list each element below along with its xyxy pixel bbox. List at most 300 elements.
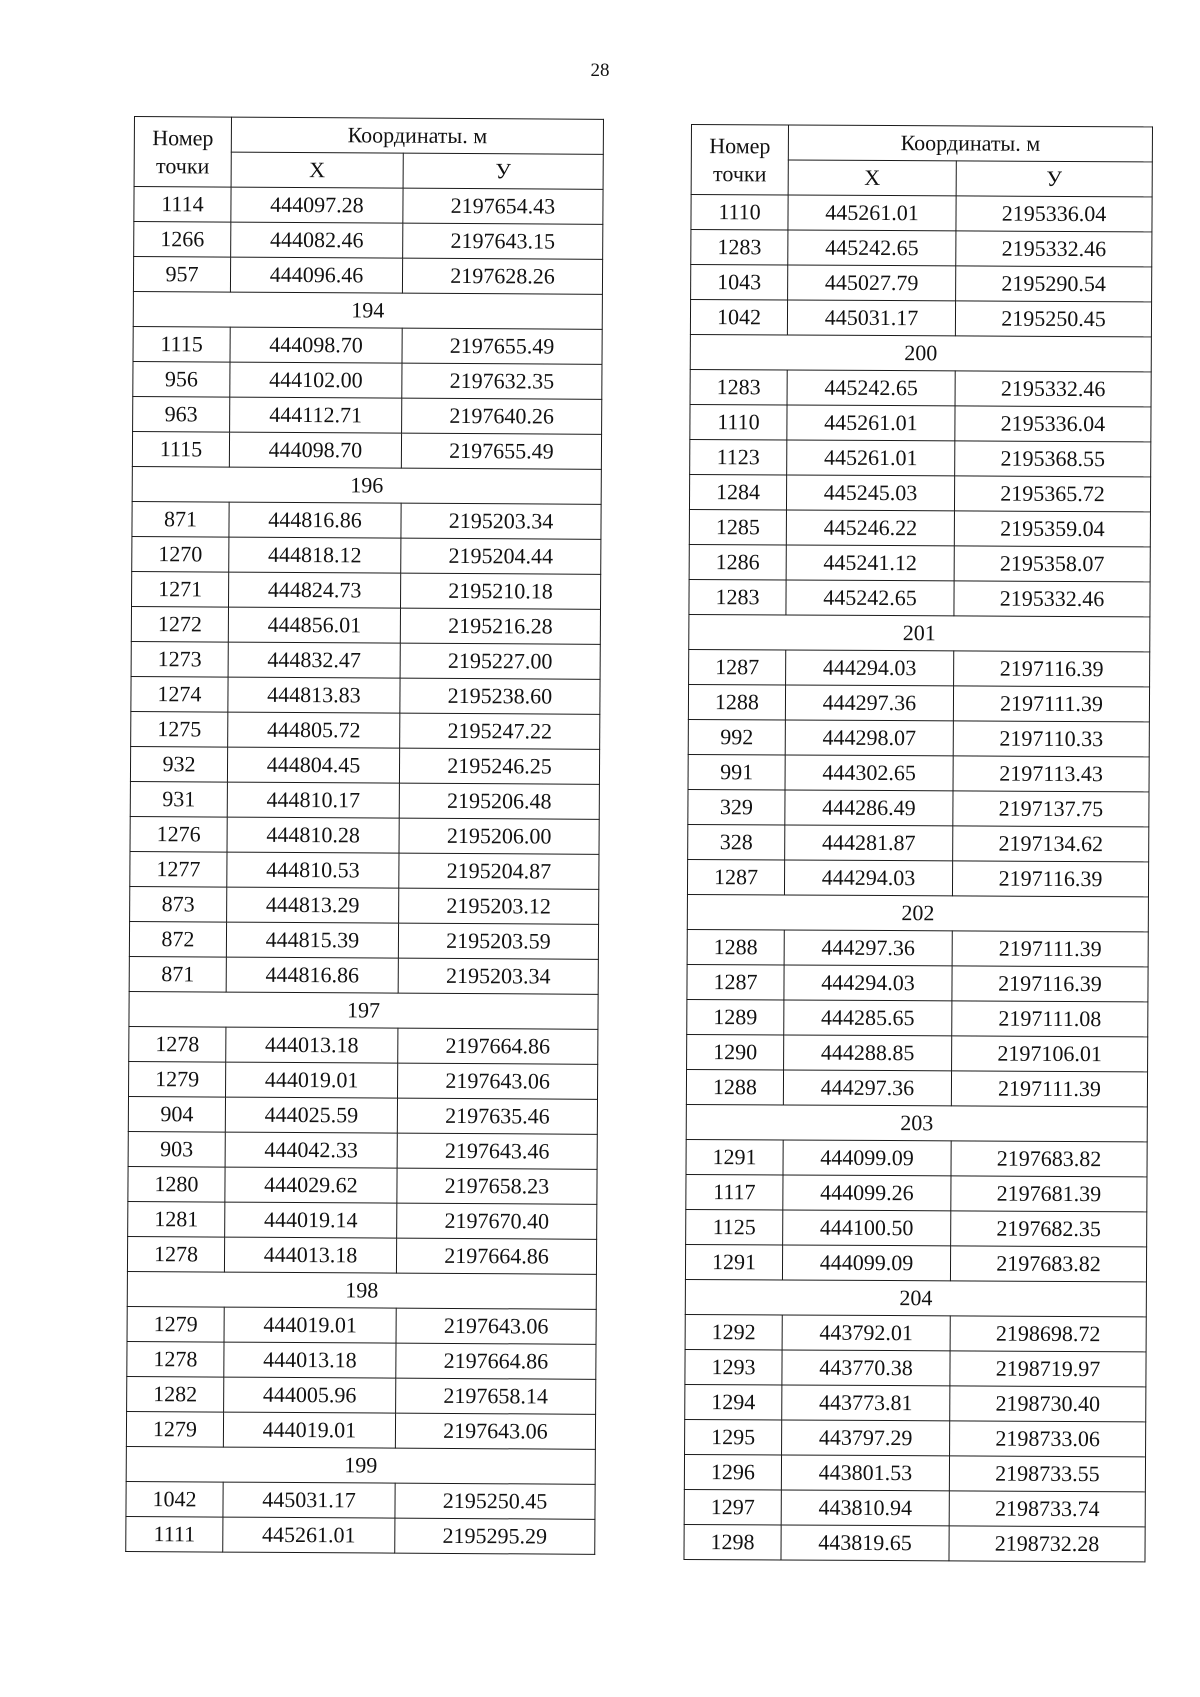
table-row xyxy=(127,1236,596,1274)
table-row xyxy=(128,1201,597,1239)
table-row xyxy=(687,1034,1148,1071)
table-row xyxy=(127,1376,596,1414)
point-number-cell: 1295 xyxy=(685,1419,782,1455)
x-coordinate-cell: 444099.09 xyxy=(783,1140,951,1176)
table-row xyxy=(688,789,1149,826)
x-coordinate-cell: 443797.29 xyxy=(782,1420,950,1456)
x-coordinate-cell: 445261.01 xyxy=(223,1517,395,1553)
table-body-right xyxy=(684,195,1152,1562)
point-number-cell: 1043 xyxy=(691,265,788,301)
x-coordinate-cell: 444099.09 xyxy=(782,1245,950,1281)
point-number-cell: 1283 xyxy=(691,230,788,266)
y-coordinate-cell: 2195247.22 xyxy=(400,713,600,749)
x-coordinate-cell: 444019.01 xyxy=(226,1062,398,1098)
point-number-cell: 329 xyxy=(688,789,785,825)
x-coordinate-cell: 444098.70 xyxy=(229,432,401,468)
y-coordinate-cell: 2197643.06 xyxy=(398,1063,598,1099)
y-coordinate-cell: 2197670.40 xyxy=(397,1203,597,1239)
y-coordinate-cell: 2195250.45 xyxy=(955,301,1151,337)
y-coordinate-cell: 2198733.55 xyxy=(949,1456,1145,1492)
coordinates-table-right xyxy=(683,124,1153,1562)
point-number-cell: 1115 xyxy=(133,326,230,362)
table-row xyxy=(686,1209,1147,1246)
y-coordinate-cell: 2195206.48 xyxy=(399,783,599,819)
y-coordinate-cell: 2198698.72 xyxy=(950,1316,1146,1352)
point-number-cell: 1114 xyxy=(134,187,231,223)
point-number-cell: 1115 xyxy=(132,431,229,467)
y-coordinate-cell: 2197116.39 xyxy=(952,861,1148,897)
x-coordinate-cell: 444810.53 xyxy=(227,852,399,888)
x-coordinate-cell: 445027.79 xyxy=(788,265,956,301)
table-row xyxy=(684,1524,1145,1561)
y-coordinate-cell: 2197643.15 xyxy=(403,223,603,259)
y-coordinate-cell: 2197654.43 xyxy=(403,188,603,224)
table-row xyxy=(688,754,1149,791)
x-coordinate-cell: 444816.86 xyxy=(229,502,401,538)
table-row xyxy=(126,1481,595,1519)
point-number-cell: 1110 xyxy=(690,404,787,440)
y-coordinate-cell: 2195250.45 xyxy=(395,1483,595,1519)
group-row xyxy=(132,466,601,504)
point-number-cell: 1294 xyxy=(685,1384,782,1420)
group-number: 198 xyxy=(127,1271,596,1309)
point-number-cell: 1286 xyxy=(689,544,786,580)
x-coordinate-cell: 444815.39 xyxy=(226,922,398,958)
x-coordinate-cell: 444810.28 xyxy=(227,817,399,853)
group-row xyxy=(687,894,1148,931)
table-row xyxy=(132,536,601,574)
point-number-cell: 956 xyxy=(133,361,230,397)
x-coordinate-cell: 444098.70 xyxy=(230,327,402,363)
y-coordinate-cell: 2195203.34 xyxy=(398,958,598,994)
x-coordinate-cell: 445242.65 xyxy=(787,370,955,406)
table-row xyxy=(128,1096,597,1134)
x-coordinate-cell: 444805.72 xyxy=(228,712,400,748)
table-row xyxy=(691,195,1152,232)
x-coordinate-cell: 444302.65 xyxy=(785,755,953,791)
point-number-header: Номер точки xyxy=(691,125,788,196)
y-coordinate-cell: 2195246.25 xyxy=(399,748,599,784)
x-coordinate-cell: 444824.73 xyxy=(229,572,401,608)
table-row xyxy=(128,1131,597,1169)
y-coordinate-cell: 2197635.46 xyxy=(397,1098,597,1134)
group-row xyxy=(133,291,602,329)
table-row xyxy=(131,676,600,714)
x-coordinate-cell: 443770.38 xyxy=(782,1350,950,1386)
table-row xyxy=(131,641,600,679)
y-coordinate-cell: 2197681.39 xyxy=(951,1176,1147,1212)
y-coordinate-cell: 2197111.39 xyxy=(953,686,1149,722)
point-number-cell: 1291 xyxy=(686,1139,783,1175)
x-coordinate-cell: 444025.59 xyxy=(225,1097,397,1133)
point-number-cell: 1117 xyxy=(686,1174,783,1210)
table-row xyxy=(686,1069,1147,1106)
y-coordinate-cell: 2197116.39 xyxy=(952,966,1148,1002)
point-number-cell: 1275 xyxy=(131,711,228,747)
point-number-cell: 1042 xyxy=(126,1481,223,1517)
x-coordinate-cell: 445245.03 xyxy=(786,475,954,511)
group-row xyxy=(685,1279,1146,1316)
y-coordinate-cell: 2197643.46 xyxy=(397,1133,597,1169)
x-coordinate-cell: 444813.29 xyxy=(227,887,399,923)
point-number-cell: 1296 xyxy=(684,1454,781,1490)
x-header: Х xyxy=(231,152,403,188)
table-row xyxy=(687,859,1148,896)
point-number-cell: 1278 xyxy=(127,1341,224,1377)
point-number-cell: 1276 xyxy=(130,816,227,852)
y-coordinate-cell: 2197134.62 xyxy=(953,826,1149,862)
y-coordinate-cell: 2197106.01 xyxy=(952,1036,1148,1072)
point-number-cell: 1274 xyxy=(131,676,228,712)
group-number: 204 xyxy=(685,1279,1146,1316)
x-coordinate-cell: 444813.83 xyxy=(228,677,400,713)
x-coordinate-cell: 444856.01 xyxy=(228,607,400,643)
point-number-cell: 1278 xyxy=(129,1026,226,1062)
point-number-cell: 1278 xyxy=(127,1236,224,1272)
x-coordinate-cell: 445246.22 xyxy=(786,510,954,546)
y-coordinate-cell: 2195227.00 xyxy=(400,643,600,679)
page-number: 28 xyxy=(590,60,610,81)
point-number-cell: 1273 xyxy=(131,641,228,677)
point-number-cell: 1111 xyxy=(126,1516,223,1552)
x-coordinate-cell: 444029.62 xyxy=(225,1167,397,1203)
table-row xyxy=(130,851,599,889)
x-coordinate-cell: 445261.01 xyxy=(788,195,956,231)
table-row xyxy=(690,439,1151,476)
point-number-cell: 903 xyxy=(128,1131,225,1167)
table-row xyxy=(133,257,602,295)
table-row xyxy=(130,886,599,924)
x-coordinate-cell: 443819.65 xyxy=(781,1525,949,1561)
table-row xyxy=(684,1489,1145,1526)
point-number-cell: 1289 xyxy=(687,999,784,1035)
x-coordinate-cell: 445261.01 xyxy=(787,405,955,441)
point-number-cell: 1287 xyxy=(687,964,784,1000)
table-row xyxy=(690,369,1151,406)
y-coordinate-cell: 2197113.43 xyxy=(953,756,1149,792)
table-row xyxy=(128,1166,597,1204)
point-number-cell: 957 xyxy=(133,257,230,293)
point-number-cell: 904 xyxy=(128,1096,225,1132)
table-row xyxy=(127,1341,596,1379)
point-number-cell: 1291 xyxy=(685,1244,782,1280)
y-coordinate-cell: 2197655.49 xyxy=(402,328,602,364)
group-row xyxy=(686,1104,1147,1141)
group-number: 194 xyxy=(133,291,602,329)
table-row xyxy=(133,361,602,399)
y-coordinate-cell: 2197137.75 xyxy=(953,791,1149,827)
x-coordinate-cell: 444099.26 xyxy=(783,1175,951,1211)
table-row xyxy=(691,230,1152,267)
group-number: 200 xyxy=(690,334,1151,371)
x-coordinate-cell: 444804.45 xyxy=(227,747,399,783)
table-row xyxy=(689,544,1150,581)
y-coordinate-cell: 2197110.33 xyxy=(953,721,1149,757)
y-coordinate-cell: 2197632.35 xyxy=(402,363,602,399)
y-coordinate-cell: 2195204.44 xyxy=(401,538,601,574)
point-number-cell: 1287 xyxy=(687,859,784,895)
table-body-left xyxy=(126,187,603,1555)
point-number-cell: 1288 xyxy=(688,684,785,720)
y-coordinate-cell: 2195358.07 xyxy=(954,546,1150,582)
point-number-cell: 1110 xyxy=(691,195,788,231)
table-row xyxy=(687,929,1148,966)
point-number-cell: 873 xyxy=(130,886,227,922)
point-number-cell: 1298 xyxy=(684,1524,781,1560)
point-number-cell: 1285 xyxy=(689,509,786,545)
point-number-cell: 1288 xyxy=(686,1069,783,1105)
y-coordinate-cell: 2197658.14 xyxy=(396,1378,596,1414)
table-row xyxy=(685,1244,1146,1281)
table-row xyxy=(126,1411,595,1449)
x-coordinate-cell: 444816.86 xyxy=(226,957,398,993)
x-coordinate-cell: 444294.03 xyxy=(784,860,952,896)
x-coordinate-cell: 444019.01 xyxy=(223,1412,395,1448)
x-coordinate-cell: 444294.03 xyxy=(786,650,954,686)
y-coordinate-cell: 2195203.59 xyxy=(398,923,598,959)
point-number-cell: 1123 xyxy=(690,439,787,475)
x-coordinate-cell: 444102.00 xyxy=(230,362,402,398)
table-row xyxy=(690,404,1151,441)
y-coordinate-cell: 2195204.87 xyxy=(399,853,599,889)
group-number: 201 xyxy=(689,614,1150,651)
table-row xyxy=(688,824,1149,861)
table-row xyxy=(686,1139,1147,1176)
x-coordinate-cell: 444810.17 xyxy=(227,782,399,818)
group-row xyxy=(690,334,1151,371)
y-coordinate-cell: 2195359.04 xyxy=(954,511,1150,547)
y-coordinate-cell: 2195295.29 xyxy=(395,1518,595,1554)
x-coordinate-cell: 444097.28 xyxy=(231,187,403,223)
table-row xyxy=(130,781,599,819)
point-number-cell: 992 xyxy=(688,719,785,755)
x-coordinate-cell: 444112.71 xyxy=(230,397,402,433)
y-coordinate-cell: 2198733.74 xyxy=(949,1491,1145,1527)
y-header: У xyxy=(403,153,603,189)
group-number: 197 xyxy=(129,991,598,1029)
coordinates-header: Координаты. м xyxy=(231,117,603,154)
table-row xyxy=(689,474,1150,511)
point-number-cell: 1288 xyxy=(687,929,784,965)
y-coordinate-cell: 2195336.04 xyxy=(956,196,1152,232)
point-number-cell: 1287 xyxy=(689,649,786,685)
x-coordinate-cell: 444100.50 xyxy=(783,1210,951,1246)
table-row xyxy=(689,509,1150,546)
table-row xyxy=(134,222,603,260)
group-row xyxy=(126,1446,595,1484)
x-coordinate-cell: 444082.46 xyxy=(231,222,403,258)
y-coordinate-cell: 2195290.54 xyxy=(956,266,1152,302)
y-coordinate-cell: 2195332.46 xyxy=(956,231,1152,267)
y-coordinate-cell: 2197111.39 xyxy=(951,1071,1147,1107)
x-coordinate-cell: 444013.18 xyxy=(224,1237,396,1273)
table-row xyxy=(131,711,600,749)
table-row xyxy=(132,501,601,539)
point-number-cell: 1280 xyxy=(128,1166,225,1202)
y-coordinate-cell: 2197111.39 xyxy=(952,931,1148,967)
x-coordinate-cell: 444013.18 xyxy=(226,1027,398,1063)
x-coordinate-cell: 445242.65 xyxy=(788,230,956,266)
table-row xyxy=(133,396,602,434)
point-number-cell: 1297 xyxy=(684,1489,781,1525)
point-number-cell: 1279 xyxy=(127,1306,224,1342)
table-row xyxy=(685,1419,1146,1456)
y-coordinate-cell: 2197683.82 xyxy=(951,1141,1147,1177)
coordinates-header: Координаты. м xyxy=(788,125,1152,162)
point-number-cell: 1270 xyxy=(132,536,229,572)
point-number-cell: 931 xyxy=(130,781,227,817)
point-number-cell: 1271 xyxy=(132,571,229,607)
table-row xyxy=(688,719,1149,756)
point-number-cell: 1290 xyxy=(687,1034,784,1070)
table-row xyxy=(129,1026,598,1064)
point-number-cell: 1125 xyxy=(686,1209,783,1245)
point-number-cell: 871 xyxy=(129,956,226,992)
y-coordinate-cell: 2197643.06 xyxy=(395,1413,595,1449)
x-coordinate-cell: 445242.65 xyxy=(786,580,954,616)
group-number: 196 xyxy=(132,466,601,504)
table-row xyxy=(131,606,600,644)
coordinates-table-left xyxy=(125,116,604,1555)
y-coordinate-cell: 2198732.28 xyxy=(949,1526,1145,1562)
y-coordinate-cell: 2197658.23 xyxy=(397,1168,597,1204)
point-number-header: Номер точки xyxy=(134,117,231,188)
table-row xyxy=(691,265,1152,302)
y-coordinate-cell: 2197643.06 xyxy=(396,1308,596,1344)
y-header: У xyxy=(956,161,1152,197)
point-number-cell: 963 xyxy=(133,396,230,432)
point-number-cell: 1042 xyxy=(690,300,787,336)
y-coordinate-cell: 2197664.86 xyxy=(396,1343,596,1379)
table-row xyxy=(688,684,1149,721)
point-number-cell: 871 xyxy=(132,501,229,537)
table-row xyxy=(687,999,1148,1036)
group-number: 199 xyxy=(126,1446,595,1484)
x-coordinate-cell: 443773.81 xyxy=(782,1385,950,1421)
y-coordinate-cell: 2195216.28 xyxy=(400,608,600,644)
x-coordinate-cell: 444298.07 xyxy=(785,720,953,756)
y-coordinate-cell: 2197640.26 xyxy=(402,398,602,434)
x-coordinate-cell: 444297.36 xyxy=(785,685,953,721)
table-row xyxy=(126,1516,595,1554)
x-coordinate-cell: 445031.17 xyxy=(223,1482,395,1518)
point-number-cell: 328 xyxy=(688,824,785,860)
x-coordinate-cell: 444281.87 xyxy=(785,825,953,861)
y-coordinate-cell: 2197116.39 xyxy=(954,651,1150,687)
point-number-cell: 1279 xyxy=(126,1411,223,1447)
x-coordinate-cell: 444294.03 xyxy=(784,965,952,1001)
x-coordinate-cell: 445261.01 xyxy=(787,440,955,476)
table-row xyxy=(687,964,1148,1001)
table-row xyxy=(130,746,599,784)
group-row xyxy=(689,614,1150,651)
y-coordinate-cell: 2195368.55 xyxy=(955,441,1151,477)
table-row xyxy=(686,1174,1147,1211)
x-coordinate-cell: 444019.14 xyxy=(225,1202,397,1238)
table-row xyxy=(132,571,601,609)
group-number: 203 xyxy=(686,1104,1147,1141)
point-number-cell: 1292 xyxy=(685,1314,782,1350)
x-coordinate-cell: 444005.96 xyxy=(224,1377,396,1413)
table-row xyxy=(685,1349,1146,1386)
x-coordinate-cell: 444096.46 xyxy=(230,257,402,293)
x-coordinate-cell: 444285.65 xyxy=(784,1000,952,1036)
table-row xyxy=(132,431,601,469)
y-coordinate-cell: 2197111.08 xyxy=(952,1001,1148,1037)
table-row xyxy=(134,187,603,225)
x-coordinate-cell: 444288.85 xyxy=(784,1035,952,1071)
x-coordinate-cell: 444297.36 xyxy=(783,1070,951,1106)
point-number-cell: 1272 xyxy=(131,606,228,642)
table-row xyxy=(689,649,1150,686)
x-coordinate-cell: 445031.17 xyxy=(787,300,955,336)
y-coordinate-cell: 2195238.60 xyxy=(400,678,600,714)
y-coordinate-cell: 2195332.46 xyxy=(955,371,1151,407)
y-coordinate-cell: 2195332.46 xyxy=(954,581,1150,617)
table-row xyxy=(130,816,599,854)
point-number-cell: 991 xyxy=(688,754,785,790)
group-number: 202 xyxy=(687,894,1148,931)
y-coordinate-cell: 2198719.97 xyxy=(950,1351,1146,1387)
y-coordinate-cell: 2197664.86 xyxy=(398,1028,598,1064)
x-coordinate-cell: 444042.33 xyxy=(225,1132,397,1168)
y-coordinate-cell: 2197682.35 xyxy=(951,1211,1147,1247)
x-coordinate-cell: 444019.01 xyxy=(224,1307,396,1343)
table-row xyxy=(129,921,598,959)
y-coordinate-cell: 2195210.18 xyxy=(400,573,600,609)
y-coordinate-cell: 2195203.12 xyxy=(399,888,599,924)
y-coordinate-cell: 2195203.34 xyxy=(401,503,601,539)
point-number-cell: 1282 xyxy=(127,1376,224,1412)
point-number-cell: 1281 xyxy=(128,1201,225,1237)
x-coordinate-cell: 445241.12 xyxy=(786,545,954,581)
y-coordinate-cell: 2198733.06 xyxy=(950,1421,1146,1457)
x-coordinate-cell: 444297.36 xyxy=(784,930,952,966)
table-row xyxy=(685,1384,1146,1421)
y-coordinate-cell: 2197683.82 xyxy=(950,1246,1146,1282)
point-number-cell: 1284 xyxy=(689,474,786,510)
x-coordinate-cell: 444013.18 xyxy=(224,1342,396,1378)
point-number-cell: 1277 xyxy=(130,851,227,887)
y-coordinate-cell: 2198730.40 xyxy=(950,1386,1146,1422)
y-coordinate-cell: 2195206.00 xyxy=(399,818,599,854)
group-row xyxy=(127,1271,596,1309)
y-coordinate-cell: 2197628.26 xyxy=(402,258,602,294)
point-number-cell: 1283 xyxy=(690,369,787,405)
table-row xyxy=(689,579,1150,616)
table-row xyxy=(129,956,598,994)
x-coordinate-cell: 444832.47 xyxy=(228,642,400,678)
point-number-cell: 932 xyxy=(130,746,227,782)
table-row xyxy=(133,326,602,364)
table-row xyxy=(690,300,1151,337)
point-number-cell: 1283 xyxy=(689,579,786,615)
y-coordinate-cell: 2195365.72 xyxy=(954,476,1150,512)
x-coordinate-cell: 444286.49 xyxy=(785,790,953,826)
table-row xyxy=(684,1454,1145,1491)
x-coordinate-cell: 444818.12 xyxy=(229,537,401,573)
y-coordinate-cell: 2197655.49 xyxy=(401,433,601,469)
point-number-cell: 1293 xyxy=(685,1349,782,1385)
x-coordinate-cell: 443810.94 xyxy=(781,1490,949,1526)
point-number-cell: 872 xyxy=(129,921,226,957)
table-row xyxy=(127,1306,596,1344)
table-row xyxy=(685,1314,1146,1351)
group-row xyxy=(129,991,598,1029)
table-row xyxy=(129,1061,598,1099)
point-number-cell: 1279 xyxy=(129,1061,226,1097)
x-coordinate-cell: 443801.53 xyxy=(781,1455,949,1491)
